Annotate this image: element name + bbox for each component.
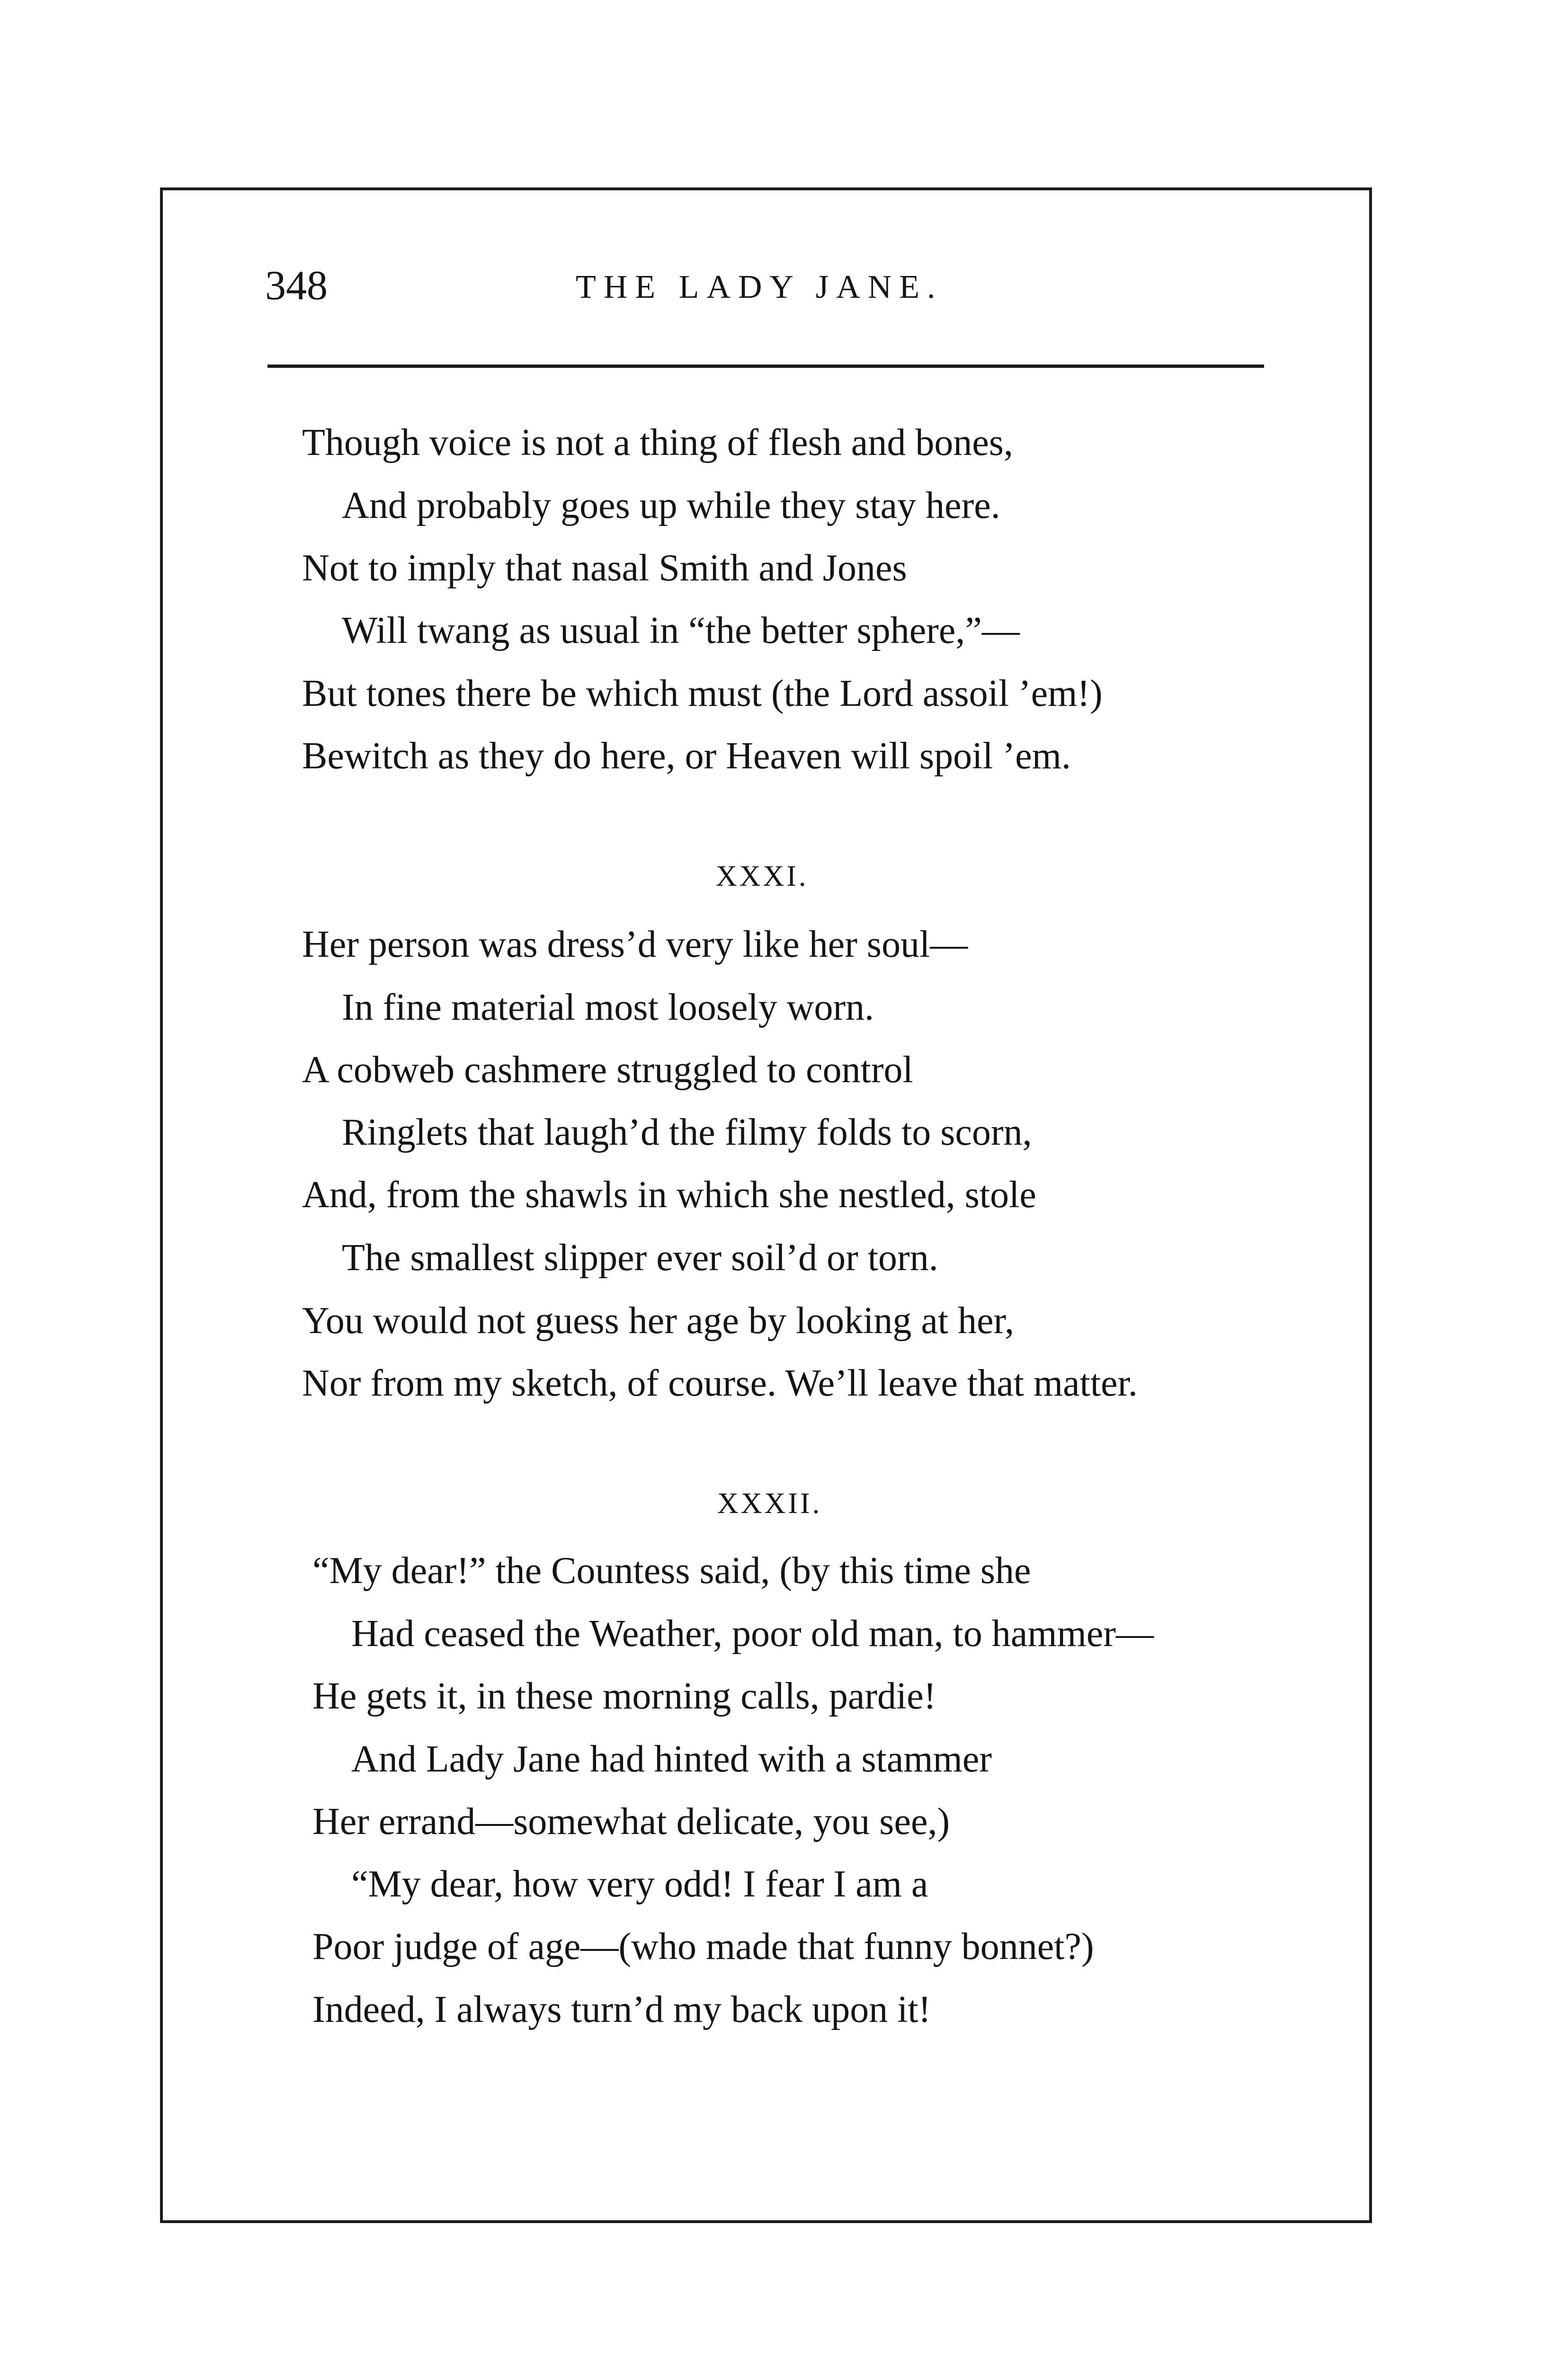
poem-line: Ringlets that laugh’d the filmy folds to scorn, [342, 1112, 1032, 1153]
poem-line: The smallest slipper ever soil’d or torn. [342, 1237, 938, 1279]
poem-line: Bewitch as they do here, or Heaven will spoil ’em. [302, 735, 1071, 777]
poem-line: Her person was dress’d very like her soul— [302, 924, 968, 965]
poem-line: Had ceased the Weather, poor old man, to hammer— [351, 1613, 1154, 1655]
stanza-number: XXXII. [717, 1487, 822, 1520]
poem-line: And Lady Jane had hinted with a stammer [351, 1738, 992, 1780]
poem-line: And probably goes up while they stay here. [342, 485, 1000, 526]
stanza-number: XXXI. [716, 860, 809, 892]
poem-line: Will twang as usual in “the better sphere,”— [342, 610, 1020, 651]
page-number: 348 [265, 263, 328, 309]
poem-line: “My dear, how very odd! I fear I am a [351, 1863, 928, 1905]
poem-line: Her errand—somewhat delicate, you see,) [312, 1801, 950, 1842]
poem-line: And, from the shawls in which she nestled, stole [302, 1174, 1036, 1216]
poem-line: In fine material most loosely worn. [342, 987, 874, 1028]
poem-line: “My dear!” the Countess said, (by this time she [312, 1550, 1031, 1592]
poem-line: Poor judge of age—(who made that funny bonnet?) [312, 1926, 1094, 1967]
poem-line: He gets it, in these morning calls, pardie! [312, 1675, 936, 1717]
header-rule [267, 365, 1264, 368]
poem-line: You would not guess her age by looking at her, [302, 1300, 1015, 1342]
poem-line: Nor from my sketch, of course. We’ll leave that matter. [302, 1362, 1138, 1404]
poem-line: But tones there be which must (the Lord assoil ’em!) [302, 673, 1103, 714]
poem-line: Indeed, I always turn’d my back upon it! [312, 1989, 931, 2030]
poem-line: A cobweb cashmere struggled to control [302, 1049, 913, 1091]
poem-line: Not to imply that nasal Smith and Jones [302, 547, 907, 589]
poem-line: Though voice is not a thing of flesh and bones, [302, 422, 1013, 463]
running-title: THE LADY JANE. [576, 269, 943, 305]
